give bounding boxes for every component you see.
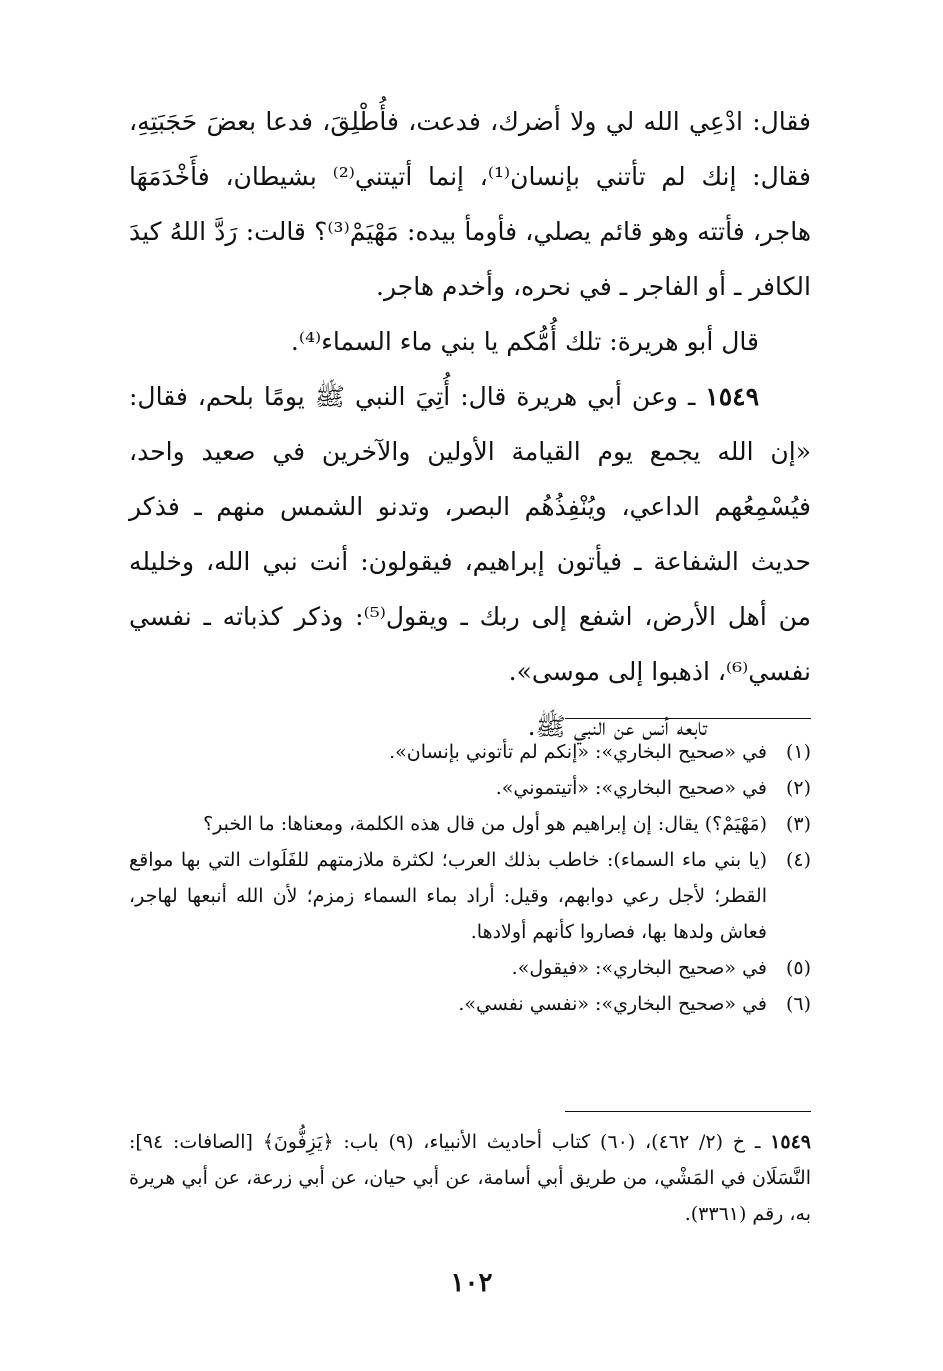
footnote-item xyxy=(129,734,811,770)
paragraph-continuation: فقال: ادْعِي الله لي ولا أضرك، فدعت، فأُطْلِقَ، فدعا بعضَ حَجَبَتِهِ، فقال: إنك لم تأتني بإنسان⁽¹⁾، إنما أتيتني⁽²⁾ بشيطان، فأَخْدَمَهَا هاجر، فأتته وهو قائم يصلي، فأومأ بيده: مَهْيَمْ⁽³⁾؟ قالت: رَدَّ اللهُ كيدَ الكافر ـ أو الفاجر ـ في نحره، وأخدم هاجر. xyxy=(129,107,811,301)
footnote-number: (٦) xyxy=(785,993,811,1015)
footnote-number: (٢) xyxy=(785,777,811,799)
hadith-number: ١٥٤٩ xyxy=(705,382,759,411)
takhrij-number: ١٥٤٩ xyxy=(770,1131,811,1153)
footnote-number: (١) xyxy=(785,741,811,763)
takhrij-note xyxy=(129,1124,811,1232)
footnote-number: (٤) xyxy=(785,849,811,871)
footnote-item xyxy=(129,806,811,842)
footnote-text: (مَهْيَمْ؟) يقال: إن إبراهيم هو أول من قال هذه الكلمة، ومعناها: ما الخبر؟ xyxy=(203,813,767,835)
footnote-item xyxy=(129,986,811,1022)
paragraph-abu-hurayra-saying: قال أبو هريرة: تلك أُمُّكم يا بني ماء السماء⁽⁴⁾. xyxy=(290,327,759,356)
footnote-number: (٥) xyxy=(785,957,811,979)
footnote-item xyxy=(129,950,811,986)
hadith-text: ـ وعن أبي هريرة قال: أُتِيَ النبي ﷺ يومًا بلحم، فقال: «إن الله يجمع يوم القيامة الأولين والآخرين في صعيد واحد، فيُسْمِعُهم الداعي، ويُنْفِذُهُم البصر، وتدنو الشمس منهم ـ فذكر حديث الشفاعة ـ فيأتون إبراهيم، فيقولون: أنت نبي الله، وخليله من أهل الأرض، اشفع إلى ربك ـ ويقول⁽⁵⁾: وذكر كذباته ـ نفسي نفسي⁽⁶⁾، اذهبوا إلى موسى». xyxy=(129,382,812,686)
paragraph-hadith-1549 xyxy=(129,369,811,699)
footnotes xyxy=(129,734,811,1022)
footnote-number: (٣) xyxy=(785,813,811,835)
main-text xyxy=(129,94,811,754)
footnote-divider xyxy=(565,718,811,719)
footnote-text: في «صحيح البخاري»: «إنكم لم تأتوني بإنسان». xyxy=(389,741,767,763)
footnote-text: (يا بني ماء السماء): خاطب بذلك العرب؛ لكثرة ملازمتهم للفَلَوات التي بها مواقع القطر؛ لأجل رعي دوابهم، وقيل: أراد بماء السماء زمزم؛ لأن الله أنبعها لهاجر، فعاش ولدها بها، فصاروا كأنهم أولادها. xyxy=(129,849,767,943)
paragraph-mutaba: تابعه أنس عن النبي ﷺ. xyxy=(527,712,707,741)
footnote-item xyxy=(129,770,811,806)
footnote-item xyxy=(129,842,811,950)
page-number: ١٠٢ xyxy=(450,1268,493,1298)
takhrij-divider xyxy=(565,1111,811,1112)
footnote-text: في «صحيح البخاري»: «فيقول». xyxy=(511,957,767,979)
takhrij-text: ـ خ (٢/ ٤٦٢)، (٦٠) كتاب أحاديث الأنبياء، (٩) باب: ﴿يَزِفُّونَ﴾ [الصافات: ٩٤]: النَّسَلَان في المَشْي، من طريق أبي أسامة، عن أبي حيان، عن أبي زرعة، عن أبي هريرة به، رقم (٣٣٦١). xyxy=(129,1131,811,1225)
footnote-text: في «صحيح البخاري»: «نفسي نفسي». xyxy=(458,993,767,1015)
footnote-text: في «صحيح البخاري»: «أتيتموني». xyxy=(495,777,767,799)
